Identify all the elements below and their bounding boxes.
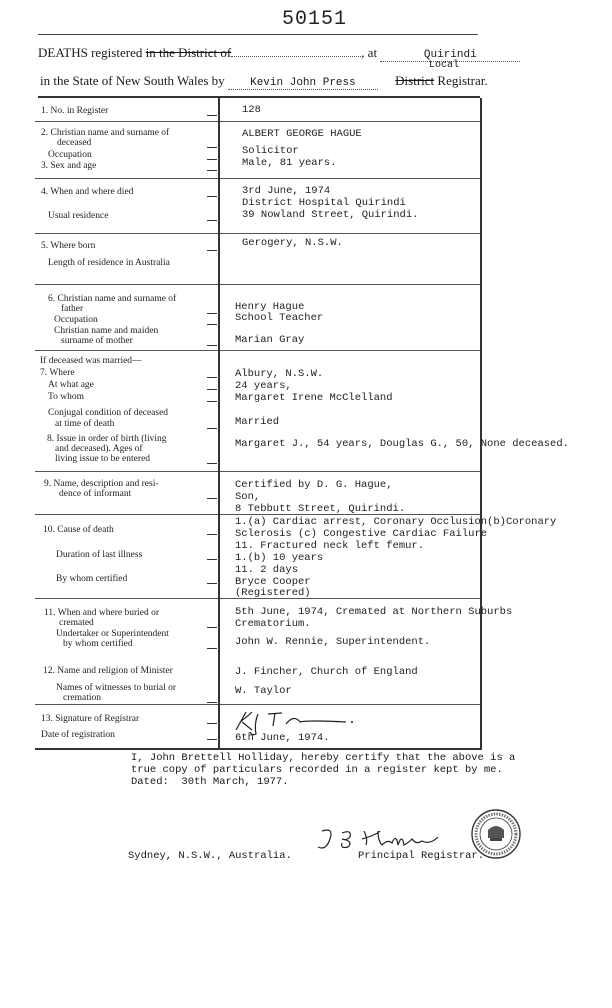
label-undertaker: Undertaker or Superintendent — [56, 629, 169, 639]
label-buried-cremated: 11. When and where buried or — [44, 608, 160, 618]
value-date-registration: 6th June, 1974. — [235, 732, 330, 744]
value-cause-3: 11. Fractured neck left femur. — [235, 540, 425, 552]
label-usual-residence: Usual residence — [48, 211, 109, 221]
label-date-registration: Date of registration — [41, 730, 115, 740]
label-issue: 8. Issue in order of birth (living — [47, 434, 167, 444]
label-dash — [207, 250, 217, 251]
row-divider — [35, 471, 480, 472]
local-word: Local — [429, 60, 460, 71]
header-struck-district: in the District of — [145, 45, 232, 60]
label-where-born: 5. Where born — [41, 241, 96, 251]
label-deceased: deceased — [57, 138, 92, 148]
label-father-name: 6. Christian name and surname of — [48, 294, 177, 304]
label-dash — [207, 702, 217, 703]
registrar-signature — [228, 708, 378, 736]
value-witness: W. Taylor — [235, 685, 292, 697]
row-divider — [35, 704, 480, 705]
row-divider — [35, 284, 480, 285]
value-certifier: Bryce Cooper — [235, 576, 311, 588]
label-at-what-age: At what age — [48, 380, 94, 390]
label-when-where-died: 4. When and where died — [41, 187, 134, 197]
value-duration-1: 1.(b) 10 years — [235, 552, 324, 564]
label-dash — [207, 627, 217, 628]
value-father-occupation: School Teacher — [235, 312, 324, 324]
registrar-seal-icon — [470, 808, 522, 860]
label-dash — [207, 324, 217, 325]
label-cause-of-death: 10. Cause of death — [43, 525, 114, 535]
label-father-occupation: Occupation — [54, 315, 98, 325]
label-witnesses: Names of witnesses to burial or — [56, 683, 177, 693]
label-mother-name: Christian name and maiden — [54, 326, 159, 336]
label-dash — [207, 498, 217, 499]
header-registrar: Registrar. — [437, 73, 488, 88]
label-duration-illness: Duration of last illness — [56, 550, 143, 560]
label-dash — [207, 313, 217, 314]
label-dash — [207, 220, 217, 221]
top-rule — [38, 34, 478, 35]
value-spouse: Margaret Irene McClelland — [235, 392, 393, 404]
label-dash — [207, 147, 217, 148]
label-dash — [207, 377, 217, 378]
label-length-of-residence: Length of residence in Australia — [48, 258, 170, 268]
register-form-table — [35, 98, 569, 748]
label-issue-3: living issue to be entered — [55, 454, 150, 464]
label-mother-surname: surname of mother — [61, 336, 133, 346]
label-no-in-register: 1. No. in Register — [41, 106, 109, 116]
value-informant-2: Son, — [235, 491, 261, 503]
label-dash — [207, 648, 217, 649]
label-informant-2: dence of informant — [59, 489, 132, 499]
label-issue-2: and deceased). Ages of — [55, 444, 143, 454]
value-conjugal-condition: Married — [235, 416, 280, 428]
header-deaths-registered: DEATHS registered — [38, 45, 143, 60]
value-undertaker: John W. Rennie, Superintendent. — [235, 636, 431, 648]
label-signature-registrar: 13. Signature of Registrar — [41, 714, 140, 724]
label-dash — [207, 345, 217, 346]
label-cremated: cremated — [59, 618, 94, 628]
table-bottom-rule — [35, 748, 482, 750]
label-dash — [207, 401, 217, 402]
value-cause-2: Sclerosis (c) Congestive Cardiac Failure — [235, 528, 488, 540]
label-certified-by: By whom certified — [56, 574, 128, 584]
value-minister: J. Fincher, Church of England — [235, 666, 418, 678]
value-duration-2: 11. 2 days — [235, 564, 299, 576]
header-line-2 — [40, 73, 488, 90]
row-divider — [35, 178, 480, 179]
label-if-married: If deceased was married— — [40, 356, 142, 366]
header-struck-district-2: District — [395, 73, 435, 88]
label-dash — [207, 583, 217, 584]
value-sex-age: Male, 81 years. — [242, 157, 337, 169]
label-dash — [207, 534, 217, 535]
value-informant-1: Certified by D. G. Hague, — [235, 479, 393, 491]
label-at-time-of-death: at time of death — [55, 419, 115, 429]
label-dash — [207, 196, 217, 197]
value-register-no: 128 — [242, 104, 261, 116]
value-where-married: Albury, N.S.W. — [235, 368, 324, 380]
label-dash — [207, 463, 217, 464]
district-blank — [231, 56, 361, 57]
place-field: Quirindi — [380, 49, 520, 62]
label-dash — [207, 739, 217, 740]
label-dash — [207, 559, 217, 560]
value-issue: Margaret J., 54 years, Douglas G., 50, None deceased. — [235, 438, 569, 450]
value-cause-1: 1.(a) Cardiac arrest, Coronary Occlusion(b)Coronary — [235, 516, 557, 528]
row-divider — [35, 121, 480, 122]
label-dash — [207, 428, 217, 429]
column-divider — [218, 98, 220, 748]
value-where-born: Gerogery, N.S.W. — [242, 237, 343, 249]
value-certifier-status: (Registered) — [235, 587, 311, 599]
label-father: father — [61, 304, 84, 314]
label-dash — [207, 723, 217, 724]
row-divider — [35, 350, 480, 351]
header-at: , at — [361, 45, 378, 60]
header-state-by: in the State of New South Wales by — [40, 73, 225, 88]
row-divider — [35, 233, 480, 234]
value-informant-3: 8 Tebbutt Street, Quirindi. — [235, 503, 406, 515]
label-informant: 9. Name, description and resi- — [44, 479, 159, 489]
registrar-name-field: Kevin John Press — [228, 77, 378, 90]
principal-registrar-title: Principal Registrar. — [358, 850, 485, 862]
certification-place: Sydney, N.S.W., Australia. — [128, 850, 292, 862]
value-occupation: Solicitor — [242, 145, 299, 157]
label-sex-and-age: 3. Sex and age — [41, 161, 97, 171]
label-dash — [207, 159, 217, 160]
label-cremation: cremation — [63, 693, 101, 703]
label-occupation: Occupation — [48, 150, 92, 160]
label-conjugal-condition: Conjugal condition of deceased — [48, 408, 169, 418]
label-undertaker-2: by whom certified — [63, 639, 133, 649]
label-name-of-deceased: 2. Christian name and surname of — [41, 128, 170, 138]
value-usual-residence: 39 Nowland Street, Quirindi. — [242, 209, 419, 221]
value-mother-name: Marian Gray — [235, 334, 305, 346]
label-dash — [207, 170, 217, 171]
certification-statement: I, John Brettell Holliday, hereby certify that the above is a true copy of particulars recorded in a register kept by me. Dated: 30th March, 1977. — [131, 752, 516, 788]
value-date-of-death: 3rd June, 1974 — [242, 185, 331, 197]
label-where-married: 7. Where — [40, 368, 75, 378]
label-dash — [207, 389, 217, 390]
value-deceased-name: ALBERT GEORGE HAGUE — [242, 128, 362, 140]
label-to-whom: To whom — [48, 392, 85, 402]
value-burial-2: Crematorium. — [235, 618, 311, 630]
value-place-of-death: District Hospital Quirindi — [242, 197, 406, 209]
value-burial-1: 5th June, 1974, Cremated at Northern Suburbs — [235, 606, 513, 618]
value-age-married: 24 years, — [235, 380, 292, 392]
label-dash — [207, 115, 217, 116]
label-minister: 12. Name and religion of Minister — [43, 666, 173, 676]
register-serial-number: 50151 — [282, 8, 348, 31]
value-father-name: Henry Hague — [235, 301, 305, 313]
